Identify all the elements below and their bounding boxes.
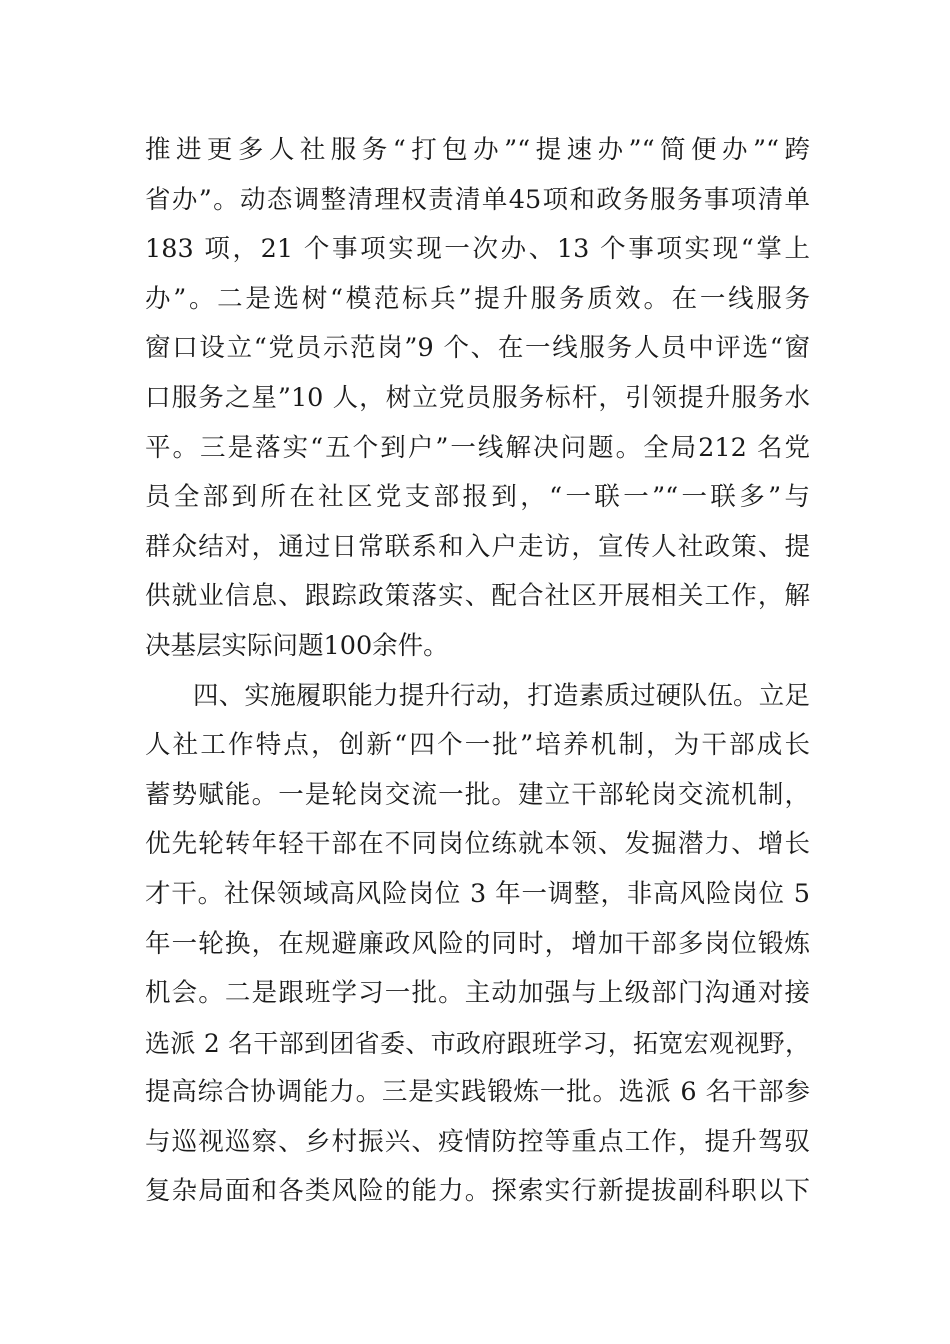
text-line: 才干。社保领域高风险岗位 3 年一调整，非高风险岗位 5 xyxy=(145,878,810,909)
text-line: 窗口设立“党员示范岗”9 个、在一线服务人员中评选“窗 xyxy=(145,333,810,364)
text-line: 推进更多人社服务“打包办”“提速办”“简便办”“跨 xyxy=(145,135,810,165)
text-line: 办”。二是选树“模范标兵”提升服务质效。在一线服务 xyxy=(145,283,810,314)
text-line: 省办”。动态调整清理权责清单45项和政务服务事项清单 xyxy=(145,184,810,215)
text-line: 提高综合协调能力。三是实践锻炼一批。选派 6 名干部参 xyxy=(145,1077,810,1108)
text-line: 选派 2 名干部到团省委、市政府跟班学习，拓宽宏观视野， xyxy=(145,1028,810,1058)
text-line: 蓄势赋能。一是轮岗交流一批。建立干部轮岗交流机制， xyxy=(145,779,810,810)
text-line: 年一轮换，在规避廉政风险的同时，增加干部多岗位锻炼 xyxy=(145,928,810,959)
text-line: 群众结对，通过日常联系和入户走访，宣传人社政策、提 xyxy=(145,531,810,562)
text-line: 人社工作特点，创新“四个一批”培养机制，为干部成长 xyxy=(145,730,810,761)
text-line: 与巡视巡察、乡村振兴、疫情防控等重点工作，提升驾驭 xyxy=(145,1126,810,1157)
text-line: 供就业信息、跟踪政策落实、配合社区开展相关工作，解 xyxy=(145,581,810,612)
text-line: 优先轮转年轻干部在不同岗位练就本领、发掘潜力、增长 xyxy=(145,829,810,860)
text-line: 四、实施履职能力提升行动，打造素质过硬队伍。立足 xyxy=(193,680,810,711)
text-line: 决基层实际问题100余件。 xyxy=(145,630,449,661)
text-line: 员全部到所在社区党支部报到，“一联一”“一联多”与 xyxy=(145,482,810,513)
text-line: 机会。二是跟班学习一批。主动加强与上级部门沟通对接 xyxy=(145,978,810,1009)
paragraph xyxy=(145,672,810,1218)
text-line: 平。三是落实“五个到户”一线解决问题。全局212 名党 xyxy=(145,432,810,463)
paragraph xyxy=(145,126,810,672)
text-line: 口服务之星”10 人，树立党员服务标杆，引领提升服务水 xyxy=(145,382,810,413)
text-line: 复杂局面和各类风险的能力。探索实行新提拔副科职以下 xyxy=(145,1176,810,1207)
body-text xyxy=(145,126,810,1217)
text-line: 183 项，21 个事项实现一次办、13 个事项实现“掌上 xyxy=(145,234,810,265)
